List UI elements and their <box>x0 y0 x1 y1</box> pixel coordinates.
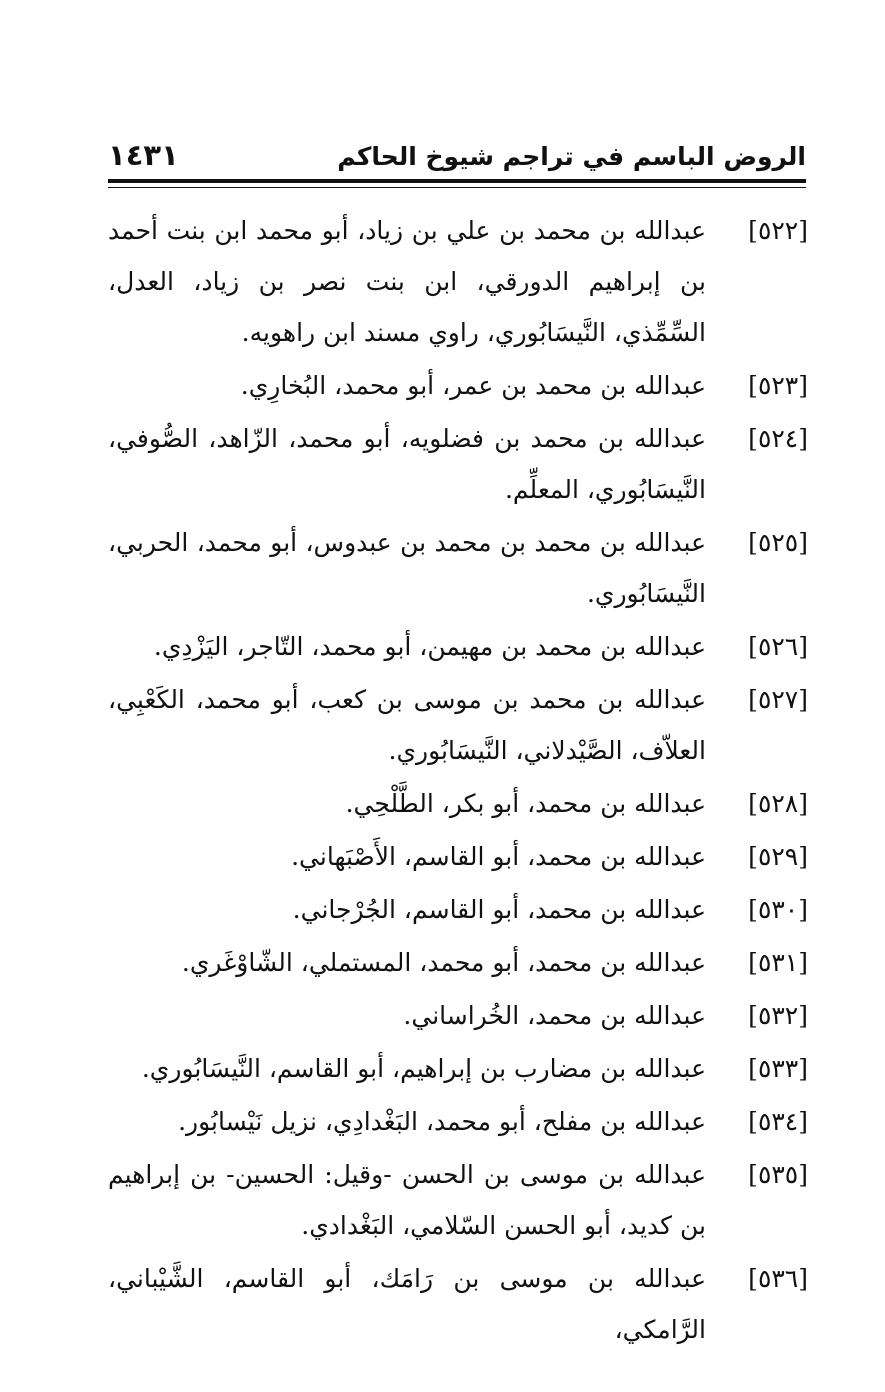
entry-text: عبدالله بن موسى بن رَامَك، أبو القاسم، الشَّيْباني، الرَّامكي، <box>108 1264 706 1344</box>
entry-text: عبدالله بن موسى بن الحسن -وقيل: الحسين- بن إبراهيم بن كديد، أبو الحسن السّلامي، البَغْدادي. <box>108 1160 706 1240</box>
entry-525 <box>108 517 808 619</box>
entry-number: [٥٣٦] <box>748 1264 808 1293</box>
biography-entries <box>108 205 808 1357</box>
entry-text: عبدالله بن محمد، أبو بكر، الطَّلْحِي. <box>345 789 706 818</box>
entry-number: [٥٢٣] <box>748 371 808 400</box>
entry-527 <box>108 674 808 776</box>
entry-text: عبدالله بن محمد، أبو القاسم، الجُرْجاني. <box>292 895 706 924</box>
entry-522 <box>108 205 808 358</box>
entry-number: [٥٣١] <box>748 948 808 977</box>
entry-526 <box>108 621 808 672</box>
entry-532 <box>108 990 808 1041</box>
entry-text: عبدالله بن محمد بن عمر، أبو محمد، البُخارِي. <box>240 371 706 400</box>
page-number: ١٤٣١ <box>108 138 179 172</box>
entry-text: عبدالله بن محمد، أبو القاسم، الأَصْبَهاني. <box>291 842 706 871</box>
entry-535 <box>108 1149 808 1251</box>
entry-533 <box>108 1043 808 1094</box>
entry-number: [٥٣٥] <box>748 1160 808 1189</box>
entry-number: [٥٣٤] <box>748 1107 808 1136</box>
entry-528 <box>108 778 808 829</box>
entry-text: عبدالله بن مضارب بن إبراهيم، أبو القاسم، النَّيسَابُوري. <box>141 1054 706 1083</box>
entry-530 <box>108 884 808 935</box>
entry-text: عبدالله بن مفلح، أبو محمد، البَغْدادِي، نزيل نَيْسابُور. <box>178 1107 706 1136</box>
entry-524 <box>108 413 808 515</box>
entry-531 <box>108 937 808 988</box>
header-rule-thin <box>108 187 806 188</box>
entry-number: [٥٣٢] <box>748 1001 808 1030</box>
entry-536 <box>108 1253 808 1355</box>
entry-number: [٥٣٣] <box>748 1054 808 1083</box>
entry-534 <box>108 1096 808 1147</box>
entry-number: [٥٢٥] <box>748 528 808 557</box>
entry-529 <box>108 831 808 882</box>
header-rule-thick <box>108 179 806 183</box>
entry-text: عبدالله بن محمد بن علي بن زياد، أبو محمد ابن بنت أحمد بن إبراهيم الدورقي، ابن بنت نصر بن زياد، العدل، السِّمِّذي، النَّيسَابُوري، راوي مسند ابن راهويه. <box>108 216 706 347</box>
entry-number: [٥٢٧] <box>748 685 808 714</box>
entry-text: عبدالله بن محمد بن موسى بن كعب، أبو محمد، الكَعْبِي، العلاّف، الصَّيْدلاني، النَّيسَابُوري. <box>108 685 706 765</box>
entry-number: [٥٢٦] <box>748 632 808 661</box>
entry-number: [٥٢٤] <box>748 424 808 453</box>
entry-523 <box>108 360 808 411</box>
entry-text: عبدالله بن محمد بن محمد بن عبدوس، أبو محمد، الحربي، النَّيسَابُوري. <box>108 528 706 608</box>
entry-number: [٥٢٨] <box>748 789 808 818</box>
running-title: الروض الباسم في تراجم شيوخ الحاكم <box>337 142 806 171</box>
entry-number: [٥٣٠] <box>748 895 808 924</box>
entry-text: عبدالله بن محمد بن فضلويه، أبو محمد، الزّاهد، الصُّوفي، النَّيسَابُوري، المعلِّم. <box>108 424 706 504</box>
entry-text: عبدالله بن محمد، أبو محمد، المستملي، الشّاوْغَري. <box>181 948 706 977</box>
entry-number: [٥٢٩] <box>748 842 808 871</box>
entry-text: عبدالله بن محمد بن مهيمن، أبو محمد، التّاجر، اليَزْدِي. <box>153 632 706 661</box>
page-header <box>108 138 806 180</box>
entry-number: [٥٢٢] <box>748 216 808 245</box>
entry-text: عبدالله بن محمد، الخُراساني. <box>403 1001 706 1030</box>
